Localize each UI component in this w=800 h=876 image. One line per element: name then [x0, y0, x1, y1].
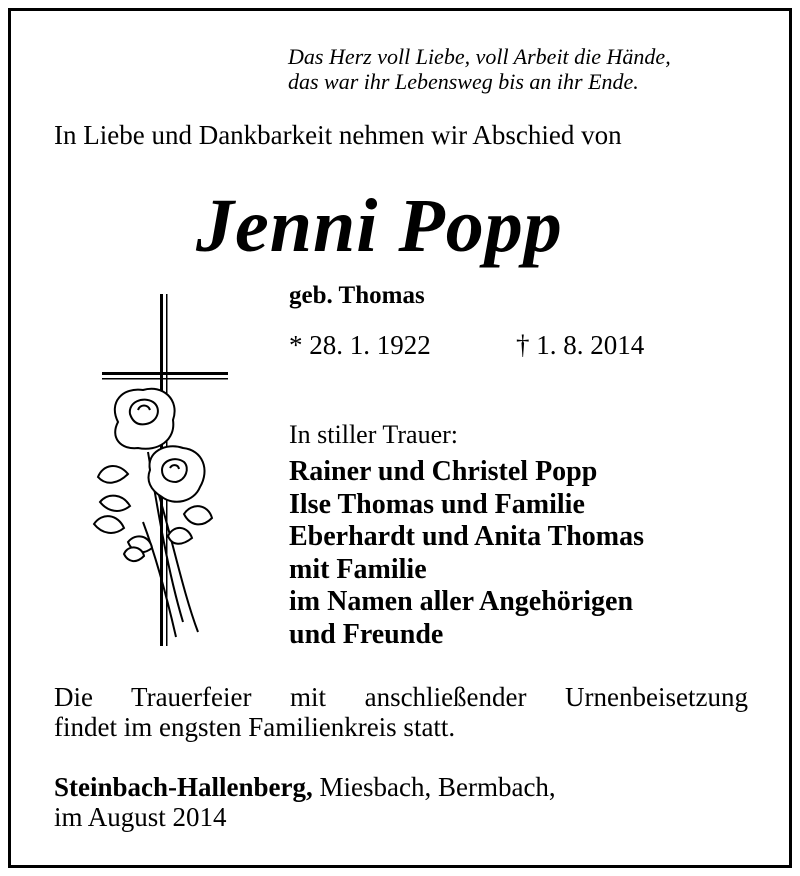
funeral-line-1: Die Trauerfeier mit anschließender Urnenbeisetzung — [54, 682, 748, 712]
poem-line-2: das war ihr Lebensweg bis an ihr Ende. — [288, 69, 639, 94]
intro-text: In Liebe und Dankbarkeit nehmen wir Abschied von — [54, 120, 622, 150]
poem — [288, 44, 728, 94]
mourner-line: im Namen aller Angehörigen — [289, 586, 634, 618]
death-date: † 1. 8. 2014 — [516, 330, 645, 360]
mourner-line: mit Familie — [289, 553, 427, 585]
funeral-line-2: findet im engsten Familienkreis statt. — [54, 712, 456, 742]
born-name: geb. Thomas — [289, 282, 425, 309]
place-main: Steinbach-Hallenberg, — [54, 772, 313, 802]
mourners-list — [289, 456, 644, 652]
place-others: Miesbach, Bermbach, — [312, 772, 556, 802]
mourner-line: Eberhardt und Anita Thomas — [289, 521, 645, 553]
place-and-date — [54, 772, 556, 832]
deceased-name: Jenni Popp — [196, 184, 563, 268]
mourner-line: und Freunde — [289, 618, 444, 650]
notice-date: im August 2014 — [54, 802, 227, 832]
mourning-heading: In stiller Trauer: — [289, 420, 458, 449]
cross-icon — [88, 292, 238, 652]
roses-icon — [94, 389, 212, 637]
funeral-notice — [54, 682, 748, 742]
mourner-line: Ilse Thomas und Familie — [289, 488, 585, 520]
poem-line-1: Das Herz voll Liebe, voll Arbeit die Hände, — [288, 44, 671, 69]
mourner-line: Rainer und Christel Popp — [289, 456, 598, 487]
cross-with-roses — [88, 292, 238, 657]
birth-date: * 28. 1. 1922 — [289, 330, 431, 360]
